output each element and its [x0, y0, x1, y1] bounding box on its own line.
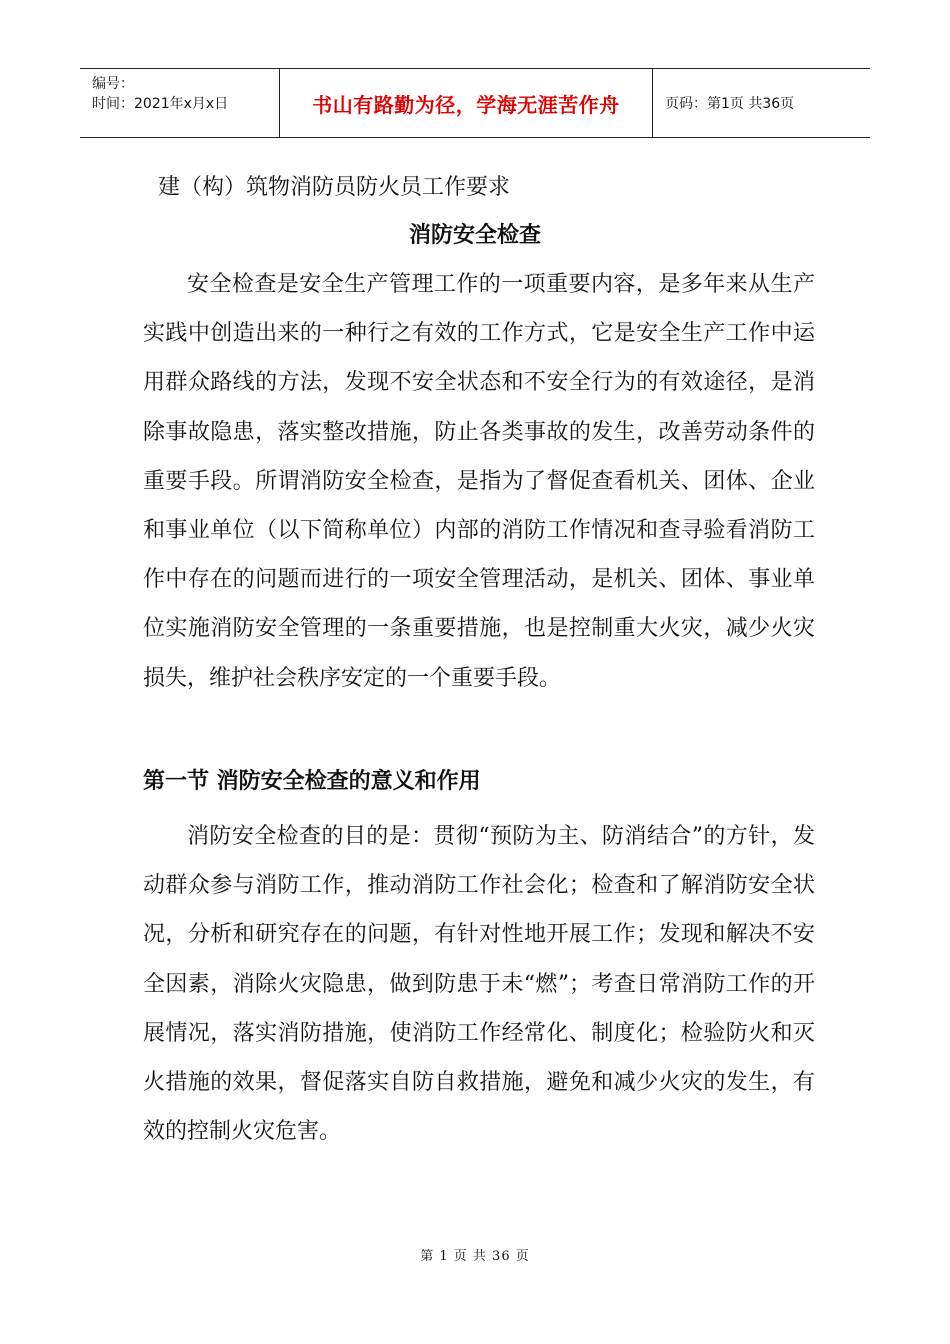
- number-label: 编号：: [92, 76, 134, 92]
- page-info: 页码：第1页 共36页: [665, 96, 795, 112]
- chapter-heading: 第一节 消防安全检查的意义和作用: [143, 769, 481, 794]
- header-page-cell: [653, 69, 870, 137]
- document-title: 建（构）筑物消防员防火员工作要求: [158, 175, 511, 200]
- section-title: 消防安全检查: [408, 223, 541, 248]
- document-header: [80, 68, 870, 138]
- time-label: 时间：2021年x月x日: [92, 96, 229, 112]
- page-footer: 第 1 页 共 36 页: [420, 1249, 530, 1264]
- intro-paragraph: 安全检查是安全生产管理工作的一项重要内容，是多年来从生产实践中创造出来的一种行之有效的工作方式，它是安全生产工作中运用群众路线的方法，发现不安全状态和不安全行为的有效途径，是消除事故隐患，落实整改措施，防止各类事故的发生，改善劳动条件的重要手段。所谓消防安全检查，是指为了督促查看机关、团体、企业和事业单位（以下简称单位）内部的消防工作情况和查寻验看消防工作中存在的问题而进行的一项安全管理活动，是机关、团体、事业单位实施消防安全管理的一条重要措施，也是控制重大火灾，减少火灾损失，维护社会秩序安定的一个重要手段。: [143, 272, 815, 691]
- motto-text: 书山有路勤为径，学海无涯苦作舟: [312, 92, 620, 117]
- chapter-paragraph: 消防安全检查的目的是：贯彻“预防为主、防消结合”的方针，发动群众参与消防工作，推动消防工作社会化；检查和了解消防安全状况，分析和研究存在的问题，有针对性地开展工作；发现和解决不安全因素，消除火灾隐患，做到防患于未“燃”；考查日常消防工作的开展情况，落实消防措施，使消防工作经常化、制度化；检验防火和灭火措施的效果，督促落实自防自救措施，避免和减少火灾的发生，有效的控制火灾危害。: [143, 824, 815, 1145]
- header-meta-cell: [80, 69, 280, 137]
- header-motto-cell: [280, 69, 653, 137]
